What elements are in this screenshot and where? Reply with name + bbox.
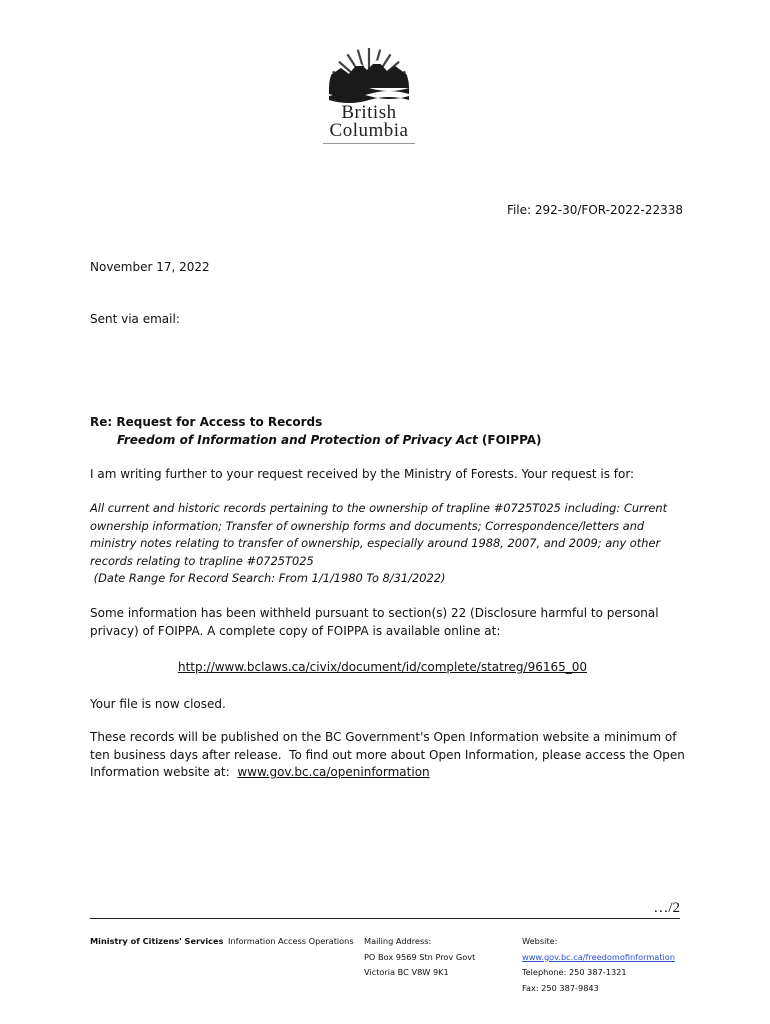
mailing-line-2: Victoria BC V8W 9K1 xyxy=(364,967,449,977)
bc-government-logo xyxy=(310,44,428,144)
mailing-label: Mailing Address: xyxy=(364,936,432,946)
page-continuation: …/2 xyxy=(653,900,680,916)
open-info-text: These records will be published on the BC Government's Open Information website a minimum of ten business days after release. To find out more about Open Information, please access the Open Information website at: xyxy=(90,730,689,779)
website-label: Website: xyxy=(522,936,558,946)
request-description xyxy=(90,500,690,588)
footer-ministry: Ministry of Citizens' Services xyxy=(90,936,224,946)
open-info-paragraph xyxy=(90,729,690,782)
logo-text-columbia: Columbia xyxy=(329,120,409,141)
logo-text-british: British xyxy=(341,102,397,123)
intro-paragraph: I am writing further to your request received by the Ministry of Forests. Your request is for: xyxy=(90,467,635,481)
fax: Fax: 250 387-9843 xyxy=(522,982,599,993)
date-range: (Date Range for Record Search: From 1/1/1980 To 8/31/2022) xyxy=(90,571,446,586)
sent-via: Sent via email: xyxy=(90,312,180,326)
bc-sunburst-emblem-icon xyxy=(327,44,411,104)
act-abbrev: (FOIPPA) xyxy=(477,433,542,447)
subject-block xyxy=(90,413,542,449)
footer-divider xyxy=(90,918,680,919)
foippa-link-line xyxy=(90,660,675,674)
subject-act xyxy=(90,431,542,449)
footer-office: Information Access Operations xyxy=(228,936,354,946)
letter-date: November 17, 2022 xyxy=(90,260,210,274)
foippa-link[interactable]: http://www.bclaws.ca/civix/document/id/complete/statreg/96165_00 xyxy=(177,660,588,674)
logo-divider xyxy=(323,143,415,144)
footer-mailing-address xyxy=(364,934,475,981)
open-info-link[interactable]: www.gov.bc.ca/openinformation xyxy=(237,765,430,779)
mailing-line-1: PO Box 9569 Stn Prov Govt xyxy=(364,951,476,962)
telephone: Telephone: 250 387-1321 xyxy=(522,967,627,977)
subject-line: Re: Request for Access to Records xyxy=(90,415,323,429)
file-closed-paragraph: Your file is now closed. xyxy=(90,697,226,711)
website-link[interactable]: www.gov.bc.ca/freedomofinformation xyxy=(522,951,676,962)
footer-contact xyxy=(522,934,675,996)
withheld-paragraph: Some information has been withheld pursuant to section(s) 22 (Disclosure harmful to personal privacy) of FOIPPA. A complete copy of FOIPPA is available online at: xyxy=(90,606,659,638)
request-text: All current and historic records pertaining to the ownership of trapline #0725T025 including: Current ownership information; Transfer of ownership forms and documents; Correspondence/letters and ministry notes relating to transfer of ownership, especially around 1988, 2007, and 2009; any other records relating to trapline #0725T025 xyxy=(90,501,668,568)
file-reference: File: 292-30/FOR-2022-22338 xyxy=(506,203,683,217)
act-title: Freedom of Information and Protection of Privacy Act xyxy=(117,433,478,447)
